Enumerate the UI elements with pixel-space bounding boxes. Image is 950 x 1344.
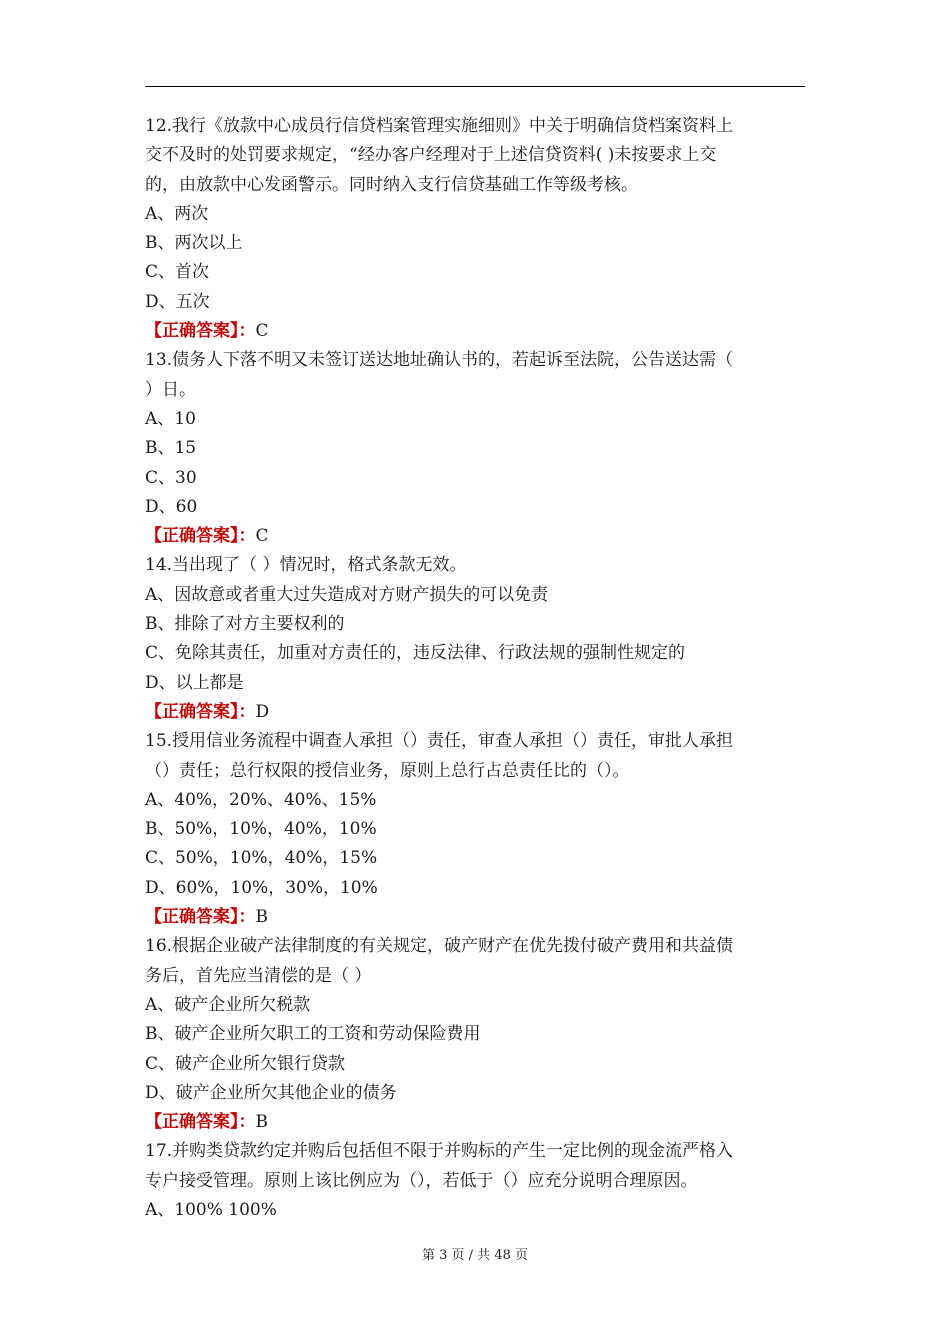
answer-option: D、以上都是 <box>145 672 244 693</box>
question-text: 13.债务人下落不明又未签订送达地址确认书的，若起诉至法院，公告送达需（ <box>145 350 734 371</box>
answer-option: A、两次 <box>145 203 209 224</box>
answer-option: C、首次 <box>145 262 210 283</box>
correct-answer <box>145 317 807 346</box>
answer-option: A、破产企业所欠税款 <box>145 994 311 1015</box>
question-block <box>145 932 807 1137</box>
question-text: 12.我行《放款中心成员行信贷档案管理实施细则》中关于明确信贷档案资料上 <box>145 116 734 136</box>
answer-option: B、15 <box>145 438 197 459</box>
correct-answer-value: B <box>255 907 268 928</box>
answer-option: B、50%，10%，40%，10% <box>145 819 377 840</box>
question-block <box>145 346 807 551</box>
answer-option: D、60%，10%，30%，10% <box>145 877 378 898</box>
answer-option: C、50%，10%，40%，15% <box>145 848 378 869</box>
correct-answer-label: 【正确答案】： <box>145 701 256 722</box>
correct-answer <box>145 698 807 727</box>
question-text: （）责任；总行权限的授信业务，原则上总行占总责任比的（）。 <box>145 760 630 781</box>
page-number: 第 3 页 / 共 48 页 <box>422 1248 528 1263</box>
answer-option: C、30 <box>145 467 197 488</box>
question-block <box>145 551 807 727</box>
answer-option: D、破产企业所欠其他企业的债务 <box>145 1082 397 1103</box>
correct-answer <box>145 1108 807 1137</box>
answer-option: A、40%，20%、40%、15% <box>145 789 377 810</box>
correct-answer <box>145 903 807 932</box>
correct-answer-label: 【正确答案】： <box>145 321 256 342</box>
answer-option: C、破产企业所欠银行贷款 <box>145 1053 346 1074</box>
answer-option: D、60 <box>145 496 198 517</box>
correct-answer-label: 【正确答案】： <box>145 1112 256 1133</box>
correct-answer-value: C <box>255 526 269 547</box>
question-text: 15.授用信业务流程中调查人承担（）责任，审查人承担（）责任，审批人承担 <box>145 731 734 752</box>
correct-answer <box>145 522 807 551</box>
answer-option: A、100% 100% <box>145 1199 277 1220</box>
document-body <box>145 112 807 1225</box>
answer-option: C、免除其责任，加重对方责任的，违反法律、行政法规的强制性规定的 <box>145 643 686 664</box>
answer-option: A、因故意或者重大过失造成对方财产损失的可以免责 <box>145 584 549 605</box>
answer-option: D、五次 <box>145 291 210 312</box>
question-block <box>145 112 807 346</box>
question-text: 专户接受管理。原则上该比例应为（），若低于（）应充分说明合理原因。 <box>145 1170 698 1191</box>
question-text: 的，由放款中心发函警示。同时纳入支行信贷基础工作等级考核。 <box>145 174 638 195</box>
correct-answer-label: 【正确答案】： <box>145 526 256 547</box>
question-text: 务后，首先应当清偿的是（ ） <box>145 965 372 986</box>
question-block <box>145 1137 807 1225</box>
question-text: ）日。 <box>145 379 196 400</box>
answer-option: B、两次以上 <box>145 233 243 254</box>
answer-option: B、破产企业所欠职工的工资和劳动保险费用 <box>145 1024 481 1045</box>
question-block <box>145 727 807 932</box>
question-text: 14.当出现了（ ）情况时，格式条款无效。 <box>145 555 467 576</box>
correct-answer-value: B <box>255 1112 268 1133</box>
question-text: 交不及时的处罚要求规定，“经办客户经理对于上述信贷资料( )未按要求上交 <box>145 145 717 166</box>
answer-option: A、10 <box>145 408 196 429</box>
answer-option: B、排除了对方主要权利的 <box>145 614 345 635</box>
page-footer <box>0 1244 950 1263</box>
question-text: 16.根据企业破产法律制度的有关规定，破产财产在优先拨付破产费用和共益债 <box>145 936 734 957</box>
correct-answer-value: D <box>255 701 270 722</box>
correct-answer-value: C <box>255 321 269 342</box>
correct-answer-label: 【正确答案】： <box>145 907 256 928</box>
header-rule <box>145 86 805 87</box>
question-text: 17.并购类贷款约定并购后包括但不限于并购标的产生一定比例的现金流严格入 <box>145 1141 734 1162</box>
